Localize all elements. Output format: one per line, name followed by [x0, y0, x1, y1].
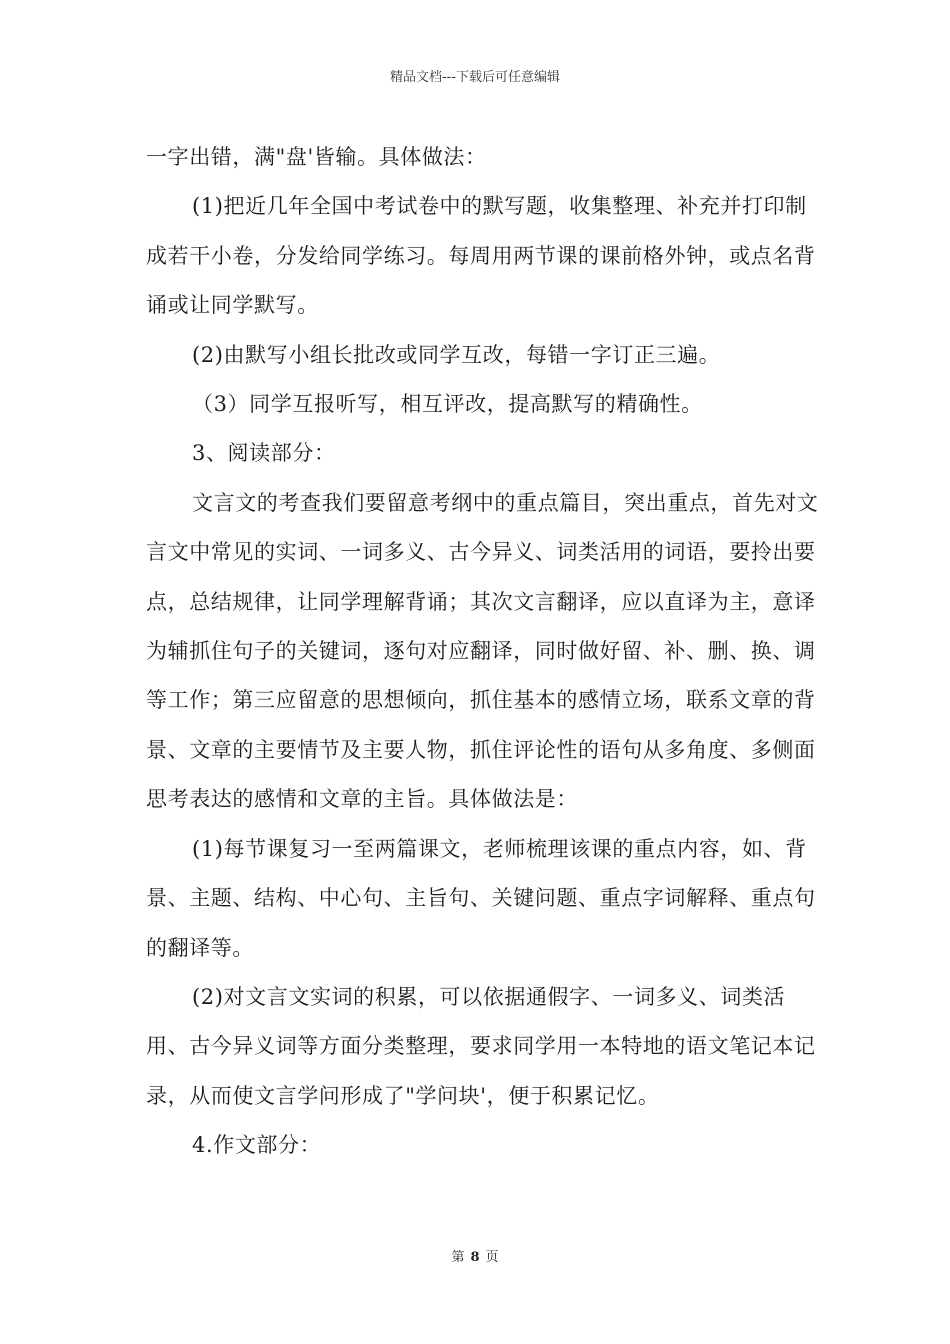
page-number: 8 — [470, 1250, 480, 1265]
page-footer — [0, 1246, 950, 1265]
paragraph-continuation: 一字出错，满"盘'皆输。具体做法： — [146, 145, 487, 169]
section-heading-composition: 4.作文部分： — [192, 1133, 322, 1158]
paragraph-item-1: (1)把近几年全国中考试卷中的默写题，收集整理、补充并打印制成若干小卷，分发给同学练习。每周用两节课的课前格外钟，或点名背诵或让同学默写。 — [146, 194, 816, 318]
paragraph-method-2: (2)对文言文实词的积累，可以依据通假字、一词多义、词类活用、古今异义词等方面分类整理，要求同学用一本特地的语文笔记本记录，从而使文言学问形成了"学问块'，便于积累记忆。 — [146, 984, 816, 1108]
paragraph-classical-chinese: 文言文的考查我们要留意考纲中的重点篇目，突出重点，首先对文言文中常见的实词、一词多义、古今异义、词类活用的词语，要拎出要点，总结规律，让同学理解背诵；其次文言翻译，应以直译为主，意译为辅抓住句子的关键词，逐句对应翻译，同时做好留、补、删、换、调等工作；第三应留意的思想倾向，抓住基本的感情立场，联系文章的背景、文章的主要情节及主要人物，抓住评论性的语句从多角度、多侧面思考表达的感情和文章的主旨。具体做法是： — [146, 490, 819, 812]
page-header: 精品文档---下载后可任意编辑 — [389, 70, 561, 85]
page-label-suffix: 页 — [485, 1250, 499, 1265]
page-label-prefix: 第 — [451, 1250, 465, 1265]
section-heading-reading: 3、阅读部分： — [192, 441, 336, 466]
paragraph-item-3: （3）同学互报听写，相互评改，提高默写的精确性。 — [192, 392, 703, 417]
paragraph-method-1: (1)每节课复习一至两篇课文，老师梳理该课的重点内容，如、背景、主题、结构、中心句、主旨句、关键问题、重点字词解释、重点句的翻译等。 — [146, 836, 816, 960]
paragraph-item-2: (2)由默写小组长批改或同学互改，每错一字订正三遍。 — [192, 342, 721, 367]
document-body — [146, 133, 826, 1171]
